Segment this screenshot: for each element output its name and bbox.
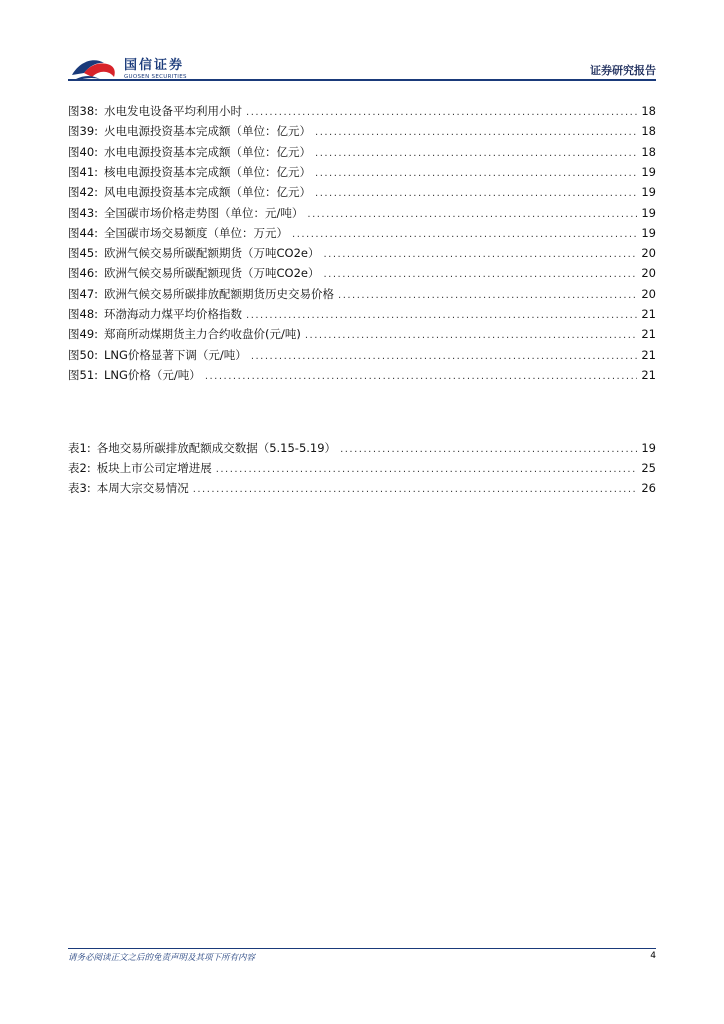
toc-entry-label: 图46: (68, 266, 99, 281)
toc-entry-page: 18 (641, 124, 656, 139)
toc-entry-title: 欧洲气候交易所碳配额现货（万吨CO2e） (104, 266, 320, 281)
toc-entry-title: 郑商所动煤期货主力合约收盘价(元/吨) (104, 327, 301, 342)
table-toc-entry[interactable] (68, 440, 656, 460)
toc-entry-title: 核电电源投资基本完成额（单位：亿元） (104, 164, 312, 179)
toc-entry-page: 19 (641, 441, 656, 455)
figure-toc-entry[interactable] (68, 205, 656, 225)
figure-toc-entry[interactable] (68, 347, 656, 367)
toc-entry-title: LNG价格（元/吨） (104, 367, 201, 382)
figure-toc-entry[interactable] (68, 265, 656, 285)
table-toc-entry[interactable] (68, 480, 656, 500)
header-divider (68, 79, 656, 81)
figure-toc-entry[interactable] (68, 367, 656, 387)
toc-entry-title: LNG价格显著下调（元/吨） (104, 347, 247, 362)
footer-divider (68, 948, 656, 949)
toc-entry-page: 25 (641, 461, 656, 475)
toc-entry-label: 图40: (68, 144, 99, 159)
toc-entry-page: 19 (641, 205, 656, 220)
figure-toc-entry[interactable] (68, 103, 656, 123)
toc-leader-dots (307, 209, 637, 220)
toc-leader-dots (251, 351, 638, 362)
toc-leader-dots (315, 188, 637, 199)
toc-entry-page: 20 (641, 286, 656, 301)
toc-entry-page: 19 (641, 225, 656, 240)
toc-entry-label: 图38: (68, 104, 99, 118)
toc-entry-label: 图51: (68, 367, 99, 382)
toc-leader-dots (315, 168, 637, 179)
logo-english-name: GUOSEN SECURITIES (124, 73, 187, 80)
toc-leader-dots (315, 127, 637, 138)
table-toc-entry[interactable] (68, 460, 656, 480)
toc-entry-page: 20 (641, 266, 656, 281)
toc-leader-dots (205, 371, 638, 382)
toc-entry-label: 表1: (68, 441, 91, 455)
toc-entry-label: 表3: (68, 481, 91, 495)
figure-toc-entry[interactable] (68, 184, 656, 204)
toc-entry-title: 欧洲气候交易所碳排放配额期货历史交易价格 (104, 286, 335, 301)
figure-toc-entry[interactable] (68, 245, 656, 265)
toc-leader-dots (315, 148, 637, 159)
toc-entry-page: 21 (641, 347, 656, 362)
toc-entry-page: 19 (641, 185, 656, 200)
footer-disclaimer: 请务必阅读正文之后的免责声明及其项下所有内容 (68, 953, 256, 963)
toc-leader-dots (305, 330, 637, 341)
toc-entry-page: 21 (641, 307, 656, 321)
page-header (0, 0, 724, 90)
toc-entry-title: 环渤海动力煤平均价格指数 (104, 307, 243, 321)
toc-entry-label: 图43: (68, 205, 99, 220)
toc-leader-dots (193, 484, 638, 495)
toc-entry-label: 图48: (68, 307, 99, 321)
toc-leader-dots (340, 444, 637, 455)
toc-entry-title: 水电电源投资基本完成额（单位：亿元） (104, 144, 312, 159)
toc-entry-title: 水电发电设备平均利用小时 (104, 104, 243, 118)
report-type-label: 证券研究报告 (590, 64, 656, 77)
toc-entry-label: 图42: (68, 185, 99, 200)
toc-entry-title: 全国碳市场交易额度（单位：万元） (104, 225, 289, 240)
toc-entry-title: 全国碳市场价格走势图（单位：元/吨） (104, 205, 304, 220)
toc-entry-page: 20 (641, 246, 656, 261)
toc-entry-label: 图41: (68, 164, 99, 179)
figure-toc-entry[interactable] (68, 164, 656, 184)
toc-entry-title: 欧洲气候交易所碳配额期货（万吨CO2e） (104, 246, 320, 261)
toc-leader-dots (216, 464, 638, 475)
toc-leader-dots (292, 229, 637, 240)
toc-entry-page: 21 (641, 327, 656, 342)
toc-leader-dots (338, 290, 637, 301)
toc-leader-dots (246, 107, 637, 118)
figure-toc-entry[interactable] (68, 326, 656, 346)
toc-entry-page: 18 (641, 144, 656, 159)
toc-entry-label: 图44: (68, 225, 99, 240)
figure-toc-entry[interactable] (68, 286, 656, 306)
toc-entry-title: 板块上市公司定增进展 (96, 461, 212, 475)
toc-entry-page: 21 (641, 367, 656, 382)
toc-entry-label: 图50: (68, 347, 99, 362)
toc-leader-dots (324, 249, 638, 260)
toc-entry-title: 本周大宗交易情况 (96, 481, 189, 495)
toc-entry-label: 图49: (68, 327, 99, 342)
toc-entry-label: 图45: (68, 246, 99, 261)
toc-entry-title: 火电电源投资基本完成额（单位：亿元） (104, 124, 312, 139)
figure-toc-entry[interactable] (68, 225, 656, 245)
toc-leader-dots (246, 310, 637, 321)
figure-toc-entry[interactable] (68, 123, 656, 143)
toc-entry-label: 图39: (68, 124, 99, 139)
page-number: 4 (650, 951, 656, 961)
toc-entry-title: 各地交易所碳排放配额成交数据（5.15-5.19） (96, 441, 337, 455)
toc-entry-page: 18 (641, 104, 656, 118)
toc-entry-label: 表2: (68, 461, 91, 475)
logo-chinese-name: 国信证券 (124, 57, 185, 73)
toc-entry-label: 图47: (68, 286, 99, 301)
toc-entry-page: 19 (641, 164, 656, 179)
figure-toc-entry[interactable] (68, 144, 656, 164)
toc-entry-page: 26 (641, 481, 656, 495)
toc-leader-dots (324, 269, 638, 280)
toc-entry-title: 风电电源投资基本完成额（单位：亿元） (104, 185, 312, 200)
figure-toc-entry[interactable] (68, 306, 656, 326)
